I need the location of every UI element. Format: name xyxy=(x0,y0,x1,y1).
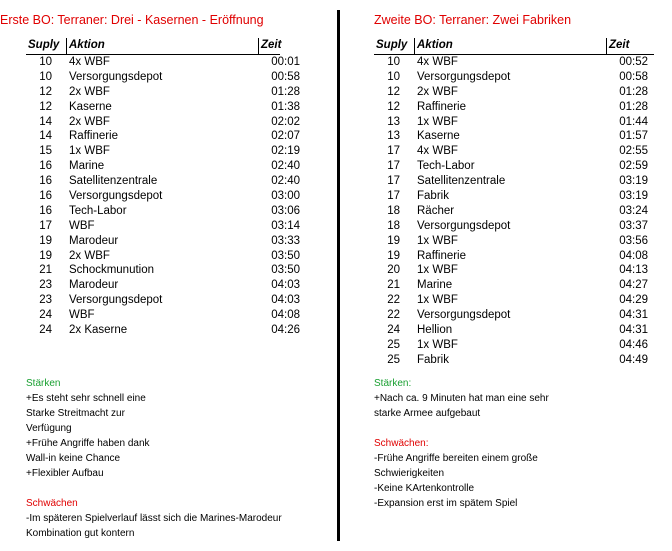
action-cell: 1x WBF xyxy=(417,264,458,277)
table-row xyxy=(26,100,300,115)
action-cell: Raffinerie xyxy=(417,249,467,262)
table-row xyxy=(374,159,654,174)
supply-cell: 12 xyxy=(39,85,52,98)
supply-cell: 12 xyxy=(387,100,400,113)
table-row xyxy=(26,219,300,234)
table-row xyxy=(374,293,654,308)
time-cell: 03:14 xyxy=(271,219,300,232)
time-cell: 02:40 xyxy=(271,175,300,188)
time-cell: 03:50 xyxy=(271,264,300,277)
action-cell: 2x Kaserne xyxy=(69,324,128,337)
action-cell: Satellitenzentrale xyxy=(417,175,506,188)
action-cell: Marodeur xyxy=(69,234,119,247)
table-row xyxy=(26,159,300,174)
supply-cell: 23 xyxy=(39,279,52,292)
time-cell: 04:27 xyxy=(619,279,648,292)
action-cell: Raffinerie xyxy=(69,130,119,143)
time-cell: 03:06 xyxy=(271,204,300,217)
table-row xyxy=(374,278,654,293)
weakness-line: -Keine KArtenkontrolle xyxy=(374,483,475,494)
strength-line: +Nach ca. 9 Minuten hat man eine sehr xyxy=(374,393,549,404)
strength-line: +Es steht sehr schnell eine xyxy=(26,393,146,404)
left-strengths-list xyxy=(26,391,150,481)
table-row xyxy=(374,263,654,278)
supply-cell: 17 xyxy=(387,190,400,203)
table-row xyxy=(26,55,300,70)
right-header-divider xyxy=(414,38,415,54)
action-cell: WBF xyxy=(69,219,95,232)
supply-cell: 17 xyxy=(387,145,400,158)
action-cell: 2x WBF xyxy=(69,115,110,128)
table-row xyxy=(374,219,654,234)
action-cell: 4x WBF xyxy=(417,56,458,68)
action-cell: Schockmunution xyxy=(69,264,155,277)
time-cell: 00:01 xyxy=(271,56,300,68)
supply-cell: 24 xyxy=(387,324,400,337)
table-row xyxy=(374,55,654,70)
time-cell: 04:31 xyxy=(619,309,648,322)
time-cell: 01:57 xyxy=(619,130,648,143)
table-row xyxy=(26,129,300,144)
supply-cell: 19 xyxy=(39,234,52,247)
supply-cell: 10 xyxy=(39,70,52,83)
time-cell: 04:08 xyxy=(619,249,648,262)
time-cell: 04:31 xyxy=(619,324,648,337)
time-cell: 03:24 xyxy=(619,204,648,217)
action-cell: Marine xyxy=(69,160,105,173)
supply-cell: 14 xyxy=(39,130,52,143)
table-row xyxy=(26,323,300,338)
action-cell: Satellitenzentrale xyxy=(69,175,158,188)
supply-cell: 17 xyxy=(39,219,52,232)
left-header-action: Aktion xyxy=(69,39,105,51)
table-row xyxy=(26,70,300,85)
supply-cell: 18 xyxy=(387,204,400,217)
action-cell: Marodeur xyxy=(69,279,119,292)
supply-cell: 25 xyxy=(387,353,400,366)
weakness-line: -Expansion erst im spätem Spiel xyxy=(374,498,518,509)
supply-cell: 14 xyxy=(39,115,52,128)
action-cell: 1x WBF xyxy=(417,338,458,351)
time-cell: 02:02 xyxy=(271,115,300,128)
table-row xyxy=(374,189,654,204)
action-cell: 1x WBF xyxy=(69,145,110,158)
time-cell: 03:19 xyxy=(619,175,648,188)
table-row xyxy=(374,115,654,130)
supply-cell: 13 xyxy=(387,115,400,128)
left-header-divider xyxy=(258,38,259,54)
action-cell: Kaserne xyxy=(417,130,460,143)
table-row xyxy=(374,174,654,189)
right-strengths-list xyxy=(374,391,549,421)
table-row xyxy=(26,293,300,308)
time-cell: 04:03 xyxy=(271,279,300,292)
left-weaknesses-heading: Schwächen xyxy=(26,498,78,509)
left-strengths-heading: Stärken xyxy=(26,378,61,389)
action-cell: Hellion xyxy=(417,324,453,337)
supply-cell: 12 xyxy=(39,100,52,113)
action-cell: Versorgungsdepot xyxy=(69,294,163,307)
action-cell: Raffinerie xyxy=(417,100,467,113)
time-cell: 04:29 xyxy=(619,294,648,307)
action-cell: Versorgungsdepot xyxy=(417,219,511,232)
supply-cell: 22 xyxy=(387,309,400,322)
table-row xyxy=(374,144,654,159)
supply-cell: 10 xyxy=(387,70,400,83)
time-cell: 02:40 xyxy=(271,160,300,173)
time-cell: 04:46 xyxy=(619,338,648,351)
strength-line: +Flexibler Aufbau xyxy=(26,468,104,479)
supply-cell: 15 xyxy=(39,145,52,158)
supply-cell: 24 xyxy=(39,309,52,322)
supply-cell: 16 xyxy=(39,160,52,173)
time-cell: 03:19 xyxy=(619,190,648,203)
action-cell: Tech-Labor xyxy=(417,160,475,173)
action-cell: Versorgungsdepot xyxy=(69,190,163,203)
supply-cell: 24 xyxy=(39,324,52,337)
right-title: Zweite BO: Terraner: Zwei Fabriken xyxy=(374,13,572,27)
time-cell: 01:44 xyxy=(619,115,648,128)
table-row xyxy=(374,353,654,368)
table-row xyxy=(374,338,654,353)
time-cell: 03:33 xyxy=(271,234,300,247)
weakness-line: Kombination gut kontern xyxy=(26,528,135,539)
action-cell: 1x WBF xyxy=(417,115,458,128)
action-cell: 1x WBF xyxy=(417,294,458,307)
action-cell: 4x WBF xyxy=(417,145,458,158)
table-row xyxy=(374,234,654,249)
time-cell: 01:38 xyxy=(271,100,300,113)
right-table-header xyxy=(374,38,654,55)
table-row xyxy=(26,85,300,100)
time-cell: 00:58 xyxy=(271,70,300,83)
supply-cell: 16 xyxy=(39,204,52,217)
time-cell: 01:28 xyxy=(619,85,648,98)
right-header-divider xyxy=(606,38,607,54)
supply-cell: 10 xyxy=(39,56,52,68)
right-header-supply: Suply xyxy=(376,39,408,51)
time-cell: 03:37 xyxy=(619,219,648,232)
right-weaknesses-heading: Schwächen: xyxy=(374,438,429,449)
time-cell: 02:55 xyxy=(619,145,648,158)
table-row xyxy=(26,263,300,278)
action-cell: Fabrik xyxy=(417,190,449,203)
table-row xyxy=(26,278,300,293)
action-cell: 2x WBF xyxy=(69,249,110,262)
supply-cell: 19 xyxy=(39,249,52,262)
supply-cell: 25 xyxy=(387,338,400,351)
table-row xyxy=(26,144,300,159)
supply-cell: 19 xyxy=(387,249,400,262)
action-cell: Versorgungsdepot xyxy=(417,70,511,83)
right-header-time: Zeit xyxy=(609,39,630,51)
time-cell: 04:26 xyxy=(271,324,300,337)
table-row xyxy=(26,234,300,249)
left-title: Erste BO: Terraner: Drei - Kasernen - Eröffnung xyxy=(0,13,264,27)
time-cell: 01:28 xyxy=(619,100,648,113)
table-row xyxy=(374,204,654,219)
time-cell: 04:03 xyxy=(271,294,300,307)
action-cell: Marine xyxy=(417,279,453,292)
supply-cell: 17 xyxy=(387,175,400,188)
action-cell: Kaserne xyxy=(69,100,112,113)
strength-line: Verfügung xyxy=(26,423,72,434)
table-row xyxy=(374,129,654,144)
right-table-body xyxy=(374,55,654,368)
right-weaknesses-list xyxy=(374,451,538,511)
right-header-action: Aktion xyxy=(417,39,453,51)
time-cell: 02:19 xyxy=(271,145,300,158)
weakness-line: -Im späteren Spielverlauf lässt sich die Marines-Marodeur xyxy=(26,513,282,524)
table-row xyxy=(374,70,654,85)
supply-cell: 17 xyxy=(387,160,400,173)
time-cell: 04:08 xyxy=(271,309,300,322)
left-table-body xyxy=(26,55,300,338)
action-cell: 4x WBF xyxy=(69,56,110,68)
table-row xyxy=(374,323,654,338)
supply-cell: 10 xyxy=(387,56,400,68)
supply-cell: 13 xyxy=(387,130,400,143)
table-row xyxy=(26,174,300,189)
action-cell: Tech-Labor xyxy=(69,204,127,217)
table-row xyxy=(26,189,300,204)
action-cell: Versorgungsdepot xyxy=(417,309,511,322)
time-cell: 00:52 xyxy=(619,56,648,68)
action-cell: Rächer xyxy=(417,204,455,217)
action-cell: 2x WBF xyxy=(69,85,110,98)
time-cell: 00:58 xyxy=(619,70,648,83)
table-row xyxy=(374,85,654,100)
column-divider xyxy=(337,10,340,541)
supply-cell: 20 xyxy=(387,264,400,277)
strength-line: starke Armee aufgebaut xyxy=(374,408,481,419)
action-cell: WBF xyxy=(69,309,95,322)
time-cell: 03:00 xyxy=(271,190,300,203)
supply-cell: 19 xyxy=(387,234,400,247)
table-row xyxy=(374,249,654,264)
table-row xyxy=(374,100,654,115)
supply-cell: 12 xyxy=(387,85,400,98)
weakness-line: -Frühe Angriffe bereiten einem große xyxy=(374,453,538,464)
supply-cell: 21 xyxy=(387,279,400,292)
supply-cell: 16 xyxy=(39,175,52,188)
action-cell: Fabrik xyxy=(417,353,449,366)
supply-cell: 21 xyxy=(39,264,52,277)
supply-cell: 18 xyxy=(387,219,400,232)
supply-cell: 22 xyxy=(387,294,400,307)
left-header-supply: Suply xyxy=(28,39,60,51)
time-cell: 03:56 xyxy=(619,234,648,247)
supply-cell: 16 xyxy=(39,190,52,203)
action-cell: 1x WBF xyxy=(417,234,458,247)
table-row xyxy=(374,308,654,323)
action-cell: Versorgungsdepot xyxy=(69,70,163,83)
time-cell: 01:28 xyxy=(271,85,300,98)
time-cell: 02:59 xyxy=(619,160,648,173)
table-row xyxy=(26,115,300,130)
table-row xyxy=(26,308,300,323)
right-strengths-heading: Stärken: xyxy=(374,378,412,389)
supply-cell: 23 xyxy=(39,294,52,307)
left-weaknesses-list xyxy=(26,511,282,541)
weakness-line: Schwierigkeiten xyxy=(374,468,445,479)
left-header-divider xyxy=(66,38,67,54)
action-cell: 2x WBF xyxy=(417,85,458,98)
left-header-time: Zeit xyxy=(261,39,282,51)
table-row xyxy=(26,204,300,219)
time-cell: 04:49 xyxy=(619,353,648,366)
strength-line: Wall-in keine Chance xyxy=(26,453,121,464)
time-cell: 03:50 xyxy=(271,249,300,262)
time-cell: 02:07 xyxy=(271,130,300,143)
strength-line: Starke Streitmacht zur xyxy=(26,408,125,419)
strength-line: +Frühe Angriffe haben dank xyxy=(26,438,150,449)
time-cell: 04:13 xyxy=(619,264,648,277)
left-table-header xyxy=(26,38,280,55)
table-row xyxy=(26,249,300,264)
